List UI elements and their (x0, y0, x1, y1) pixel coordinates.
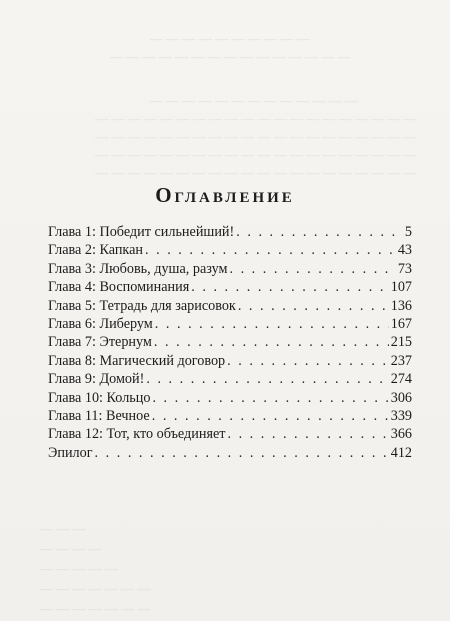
bleed-through-text: — — — — — — — (40, 601, 151, 616)
toc-entry-page-number: 237 (390, 352, 412, 369)
toc-entry[interactable] (48, 389, 412, 407)
toc-entry-page-number: 5 (404, 224, 412, 240)
bleed-through-text: — — — — — — — — — — — — — — — (110, 49, 351, 64)
toc-entry-title: Глава 8: Магический договор (48, 352, 226, 369)
bleed-through-text: — — — — — — — (40, 581, 151, 596)
dot-leader (152, 389, 388, 407)
toc-entry[interactable] (48, 370, 412, 388)
bleed-through-text: — — — — — — — — — — — — — — — — — — — — (95, 147, 417, 162)
toc-entry[interactable] (48, 241, 412, 259)
bleed-through-text: — — — — — — — — — — — — — — — — — — — — (95, 129, 417, 144)
dot-leader (154, 333, 389, 351)
page-title: Оглавление (155, 183, 295, 207)
dot-leader (145, 241, 396, 259)
toc-entry-page-number: 167 (390, 315, 412, 332)
toc-entry-page-number: 274 (390, 371, 412, 388)
toc-entry-title: Глава 2: Капкан (48, 242, 143, 259)
toc-entry-page-number: 306 (390, 389, 412, 406)
toc-entry-title: Глава 1: Победит сильнейший! (48, 224, 235, 240)
toc-entry-title: Глава 6: Либерум (48, 315, 153, 332)
toc-entry[interactable] (48, 260, 412, 278)
toc-entry[interactable] (48, 297, 412, 315)
toc-entry-title: Глава 10: Кольцо (48, 389, 151, 406)
table-of-contents (48, 223, 412, 462)
dot-leader (191, 278, 388, 296)
toc-entry[interactable] (48, 444, 412, 462)
toc-entry-page-number: 73 (397, 260, 412, 277)
toc-entry-title: Глава 3: Любовь, душа, разум (48, 260, 228, 277)
toc-entry-page-number: 136 (390, 297, 412, 314)
bleed-through-text: — — — — — (40, 561, 118, 576)
toc-entry-page-number: 43 (397, 242, 412, 259)
toc-entry-page-number: 366 (390, 426, 412, 443)
bleed-through-text: — — — (40, 521, 86, 536)
bleed-through-text: — — — — — — — — — — — — — — — — — — — — (95, 165, 417, 180)
toc-entry-title: Эпилог (48, 444, 93, 461)
toc-entry-title: Глава 9: Домой! (48, 371, 145, 388)
dot-leader (146, 370, 388, 388)
toc-entry[interactable] (48, 333, 412, 351)
dot-leader (155, 315, 389, 333)
bleed-through-text: — — — — — — — — — — (150, 31, 310, 46)
bleed-through-text: — — — — (40, 541, 102, 556)
toc-entry[interactable] (48, 315, 412, 333)
toc-entry[interactable] (48, 425, 412, 443)
dot-leader (227, 425, 388, 443)
toc-entry-title: Глава 11: Вечное (48, 407, 150, 424)
toc-entry-title: Глава 4: Воспоминания (48, 279, 190, 296)
toc-entry[interactable] (48, 278, 412, 296)
toc-entry-title: Глава 12: Тот, кто объединяет (48, 426, 226, 443)
dot-leader (95, 444, 389, 462)
dot-leader (152, 407, 389, 425)
bleed-through-text: — — — — — — — — — — — — — (150, 93, 358, 108)
toc-entry[interactable] (48, 352, 412, 370)
toc-entry[interactable] (48, 223, 412, 241)
toc-entry-title: Глава 5: Тетрадь для зарисовок (48, 297, 236, 314)
toc-entry-page-number: 107 (390, 279, 412, 296)
dot-leader (227, 352, 389, 370)
dot-leader (236, 223, 403, 241)
toc-entry-title: Глава 7: Этернум (48, 334, 152, 351)
bleed-through-text: — — — — — — — — — — — — — — — — — — — — (95, 111, 417, 126)
toc-entry-page-number: 412 (390, 444, 412, 461)
toc-entry[interactable] (48, 407, 412, 425)
dot-leader (238, 297, 389, 315)
toc-entry-page-number: 339 (390, 407, 412, 424)
toc-entry-page-number: 215 (390, 334, 412, 351)
dot-leader (229, 260, 395, 278)
